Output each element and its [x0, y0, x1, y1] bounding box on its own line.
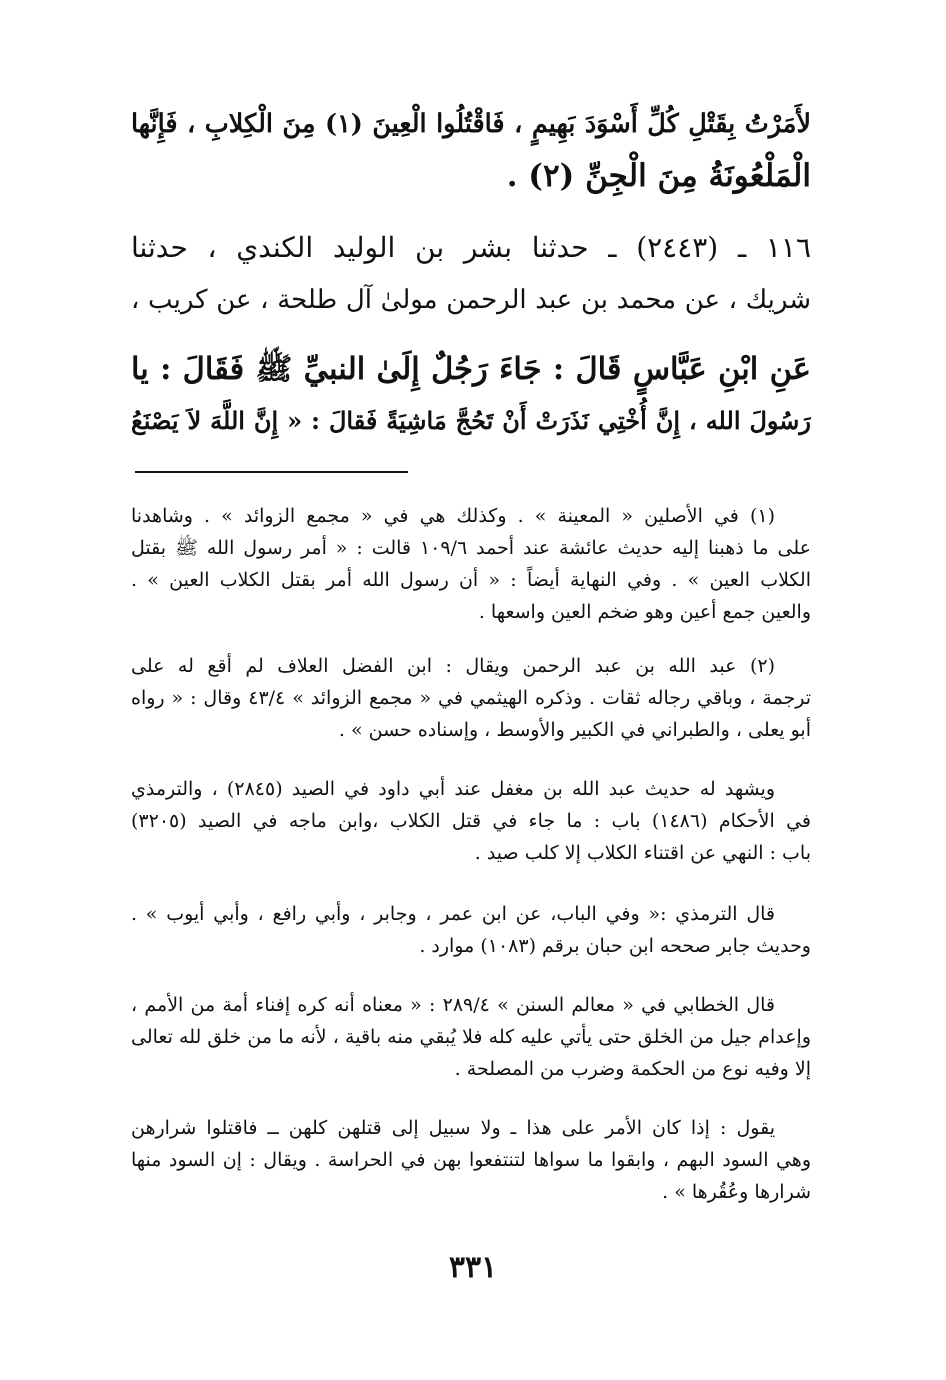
footnote-paragraph [131, 1112, 811, 1208]
text-line: يقول : إذا كان الأمر على هذا ـ ولا سبيل إلى قتلهن كلهن ــ فاقتلوا شرارهن [131, 1117, 775, 1139]
text-line: لأَمَرْتُ بِقَتْلِ كُلِّ أَسْوَدَ بَهِيمٍ ، فَاقْتُلُوا الْعِينَ (١) مِنَ الْكِلابِ ، فَإِنَّها [131, 109, 811, 139]
text-line: والعين جمع أعين وهو ضخم العين واسعها . [478, 601, 811, 623]
text-line: الكلاب العين » . وفي النهاية أيضاً : « أن رسول الله أمر بقتل الكلاب العين » . [131, 569, 811, 591]
page-number: ٣٣١ [448, 1250, 498, 1285]
text-line: وحديث جابر صححه ابن حبان برقم (١٠٨٣) موارد . [419, 935, 811, 957]
text-line: أبو يعلى ، والطبراني في الكبير والأوسط ، وإسناده حسن » . [338, 719, 811, 741]
footnote-divider [135, 471, 408, 473]
text-line: ويشهد له حديث عبد الله بن مغفل عند أبي داود في الصيد (٢٨٤٥) ، والترمذي [131, 778, 775, 800]
text-line: ١١٦ ـ (٢٤٤٣) ـ حدثنا بشر بن الوليد الكندي ، حدثنا [131, 231, 811, 264]
text-line: في الأحكام (١٤٨٦) باب : ما جاء في قتل الكلاب ،وابن ماجه في الصيد (٣٢٠٥) [131, 810, 811, 832]
text-line: (٢) عبد الله بن عبد الرحمن ويقال : ابن الفضل العلاف لم أقع له على [131, 655, 775, 677]
footnote-2 [131, 650, 811, 746]
text-line: وهي السود البهم ، وابقوا ما سواها لتنتفعوا بهن في الحراسة . ويقال : إن السود منها [131, 1149, 811, 1171]
text-line: الْمَلْعُونَةُ مِنَ الْجِنِّ (٢) . [506, 158, 811, 194]
hadith-isnad [131, 222, 811, 326]
text-line: وإعدام جيل من الخلق حتى يأتي عليه كله فلا يُبقي منه باقية ، لأنه ما من خلق لله تعالى [131, 1026, 811, 1048]
hadith-matn [131, 343, 811, 447]
text-line: رَسُولَ الله ، إِنَّ أُخْتِي نَذَرَتْ أَنْ تَحُجَّ مَاشِيَةً فَقالَ : « إِنَّ اللَّهَ لاَ يَصْنَعُ [131, 406, 811, 435]
text-line: قال الخطابي في « معالم السنن » ٢٨٩/٤ : « معناه أنه كره إفناء أمة من الأمم ، [131, 994, 775, 1016]
text-line: شرارها وعُقُرها » . [662, 1181, 811, 1203]
footnote-paragraph [131, 989, 811, 1085]
text-line: شريك ، عن محمد بن عبد الرحمن مولىٰ آل طلحة ، عن كريب ، [131, 285, 811, 315]
text-line: إلا وفيه نوع من الحكمة وضرب من المصلحة . [454, 1058, 811, 1080]
hadith-continuation-text [131, 98, 811, 202]
text-line: ترجمة ، وباقي رجاله ثقات . وذكره الهيثمي في « مجمع الزوائد » ٤٣/٤ وقال : « رواه [131, 687, 811, 709]
text-line: باب : النهي عن اقتناء الكلاب إلا كلب صيد . [474, 842, 811, 864]
text-line: قال الترمذي :« وفي الباب، عن ابن عمر ، وجابر ، وأبي رافع ، وأبي أيوب » . [131, 903, 775, 925]
text-line: (١) في الأصلين « المعينة » . وكذلك هي في « مجمع الزوائد » . وشاهدنا [131, 505, 775, 527]
footnote-1 [131, 500, 811, 628]
text-line: عَنِ ابْنِ عَبَّاسٍ قَالَ : جَاءَ رَجُلٌ إِلَىٰ النبيِّ ﷺ فَقَالَ : يا [131, 351, 811, 387]
text-line: على ما ذهبنا إليه حديث عائشة عند أحمد ١٠٩/٦ قالت : « أمر رسول الله ﷺ بقتل [131, 537, 811, 559]
footnote-paragraph [131, 773, 811, 869]
footnote-paragraph [131, 898, 811, 962]
